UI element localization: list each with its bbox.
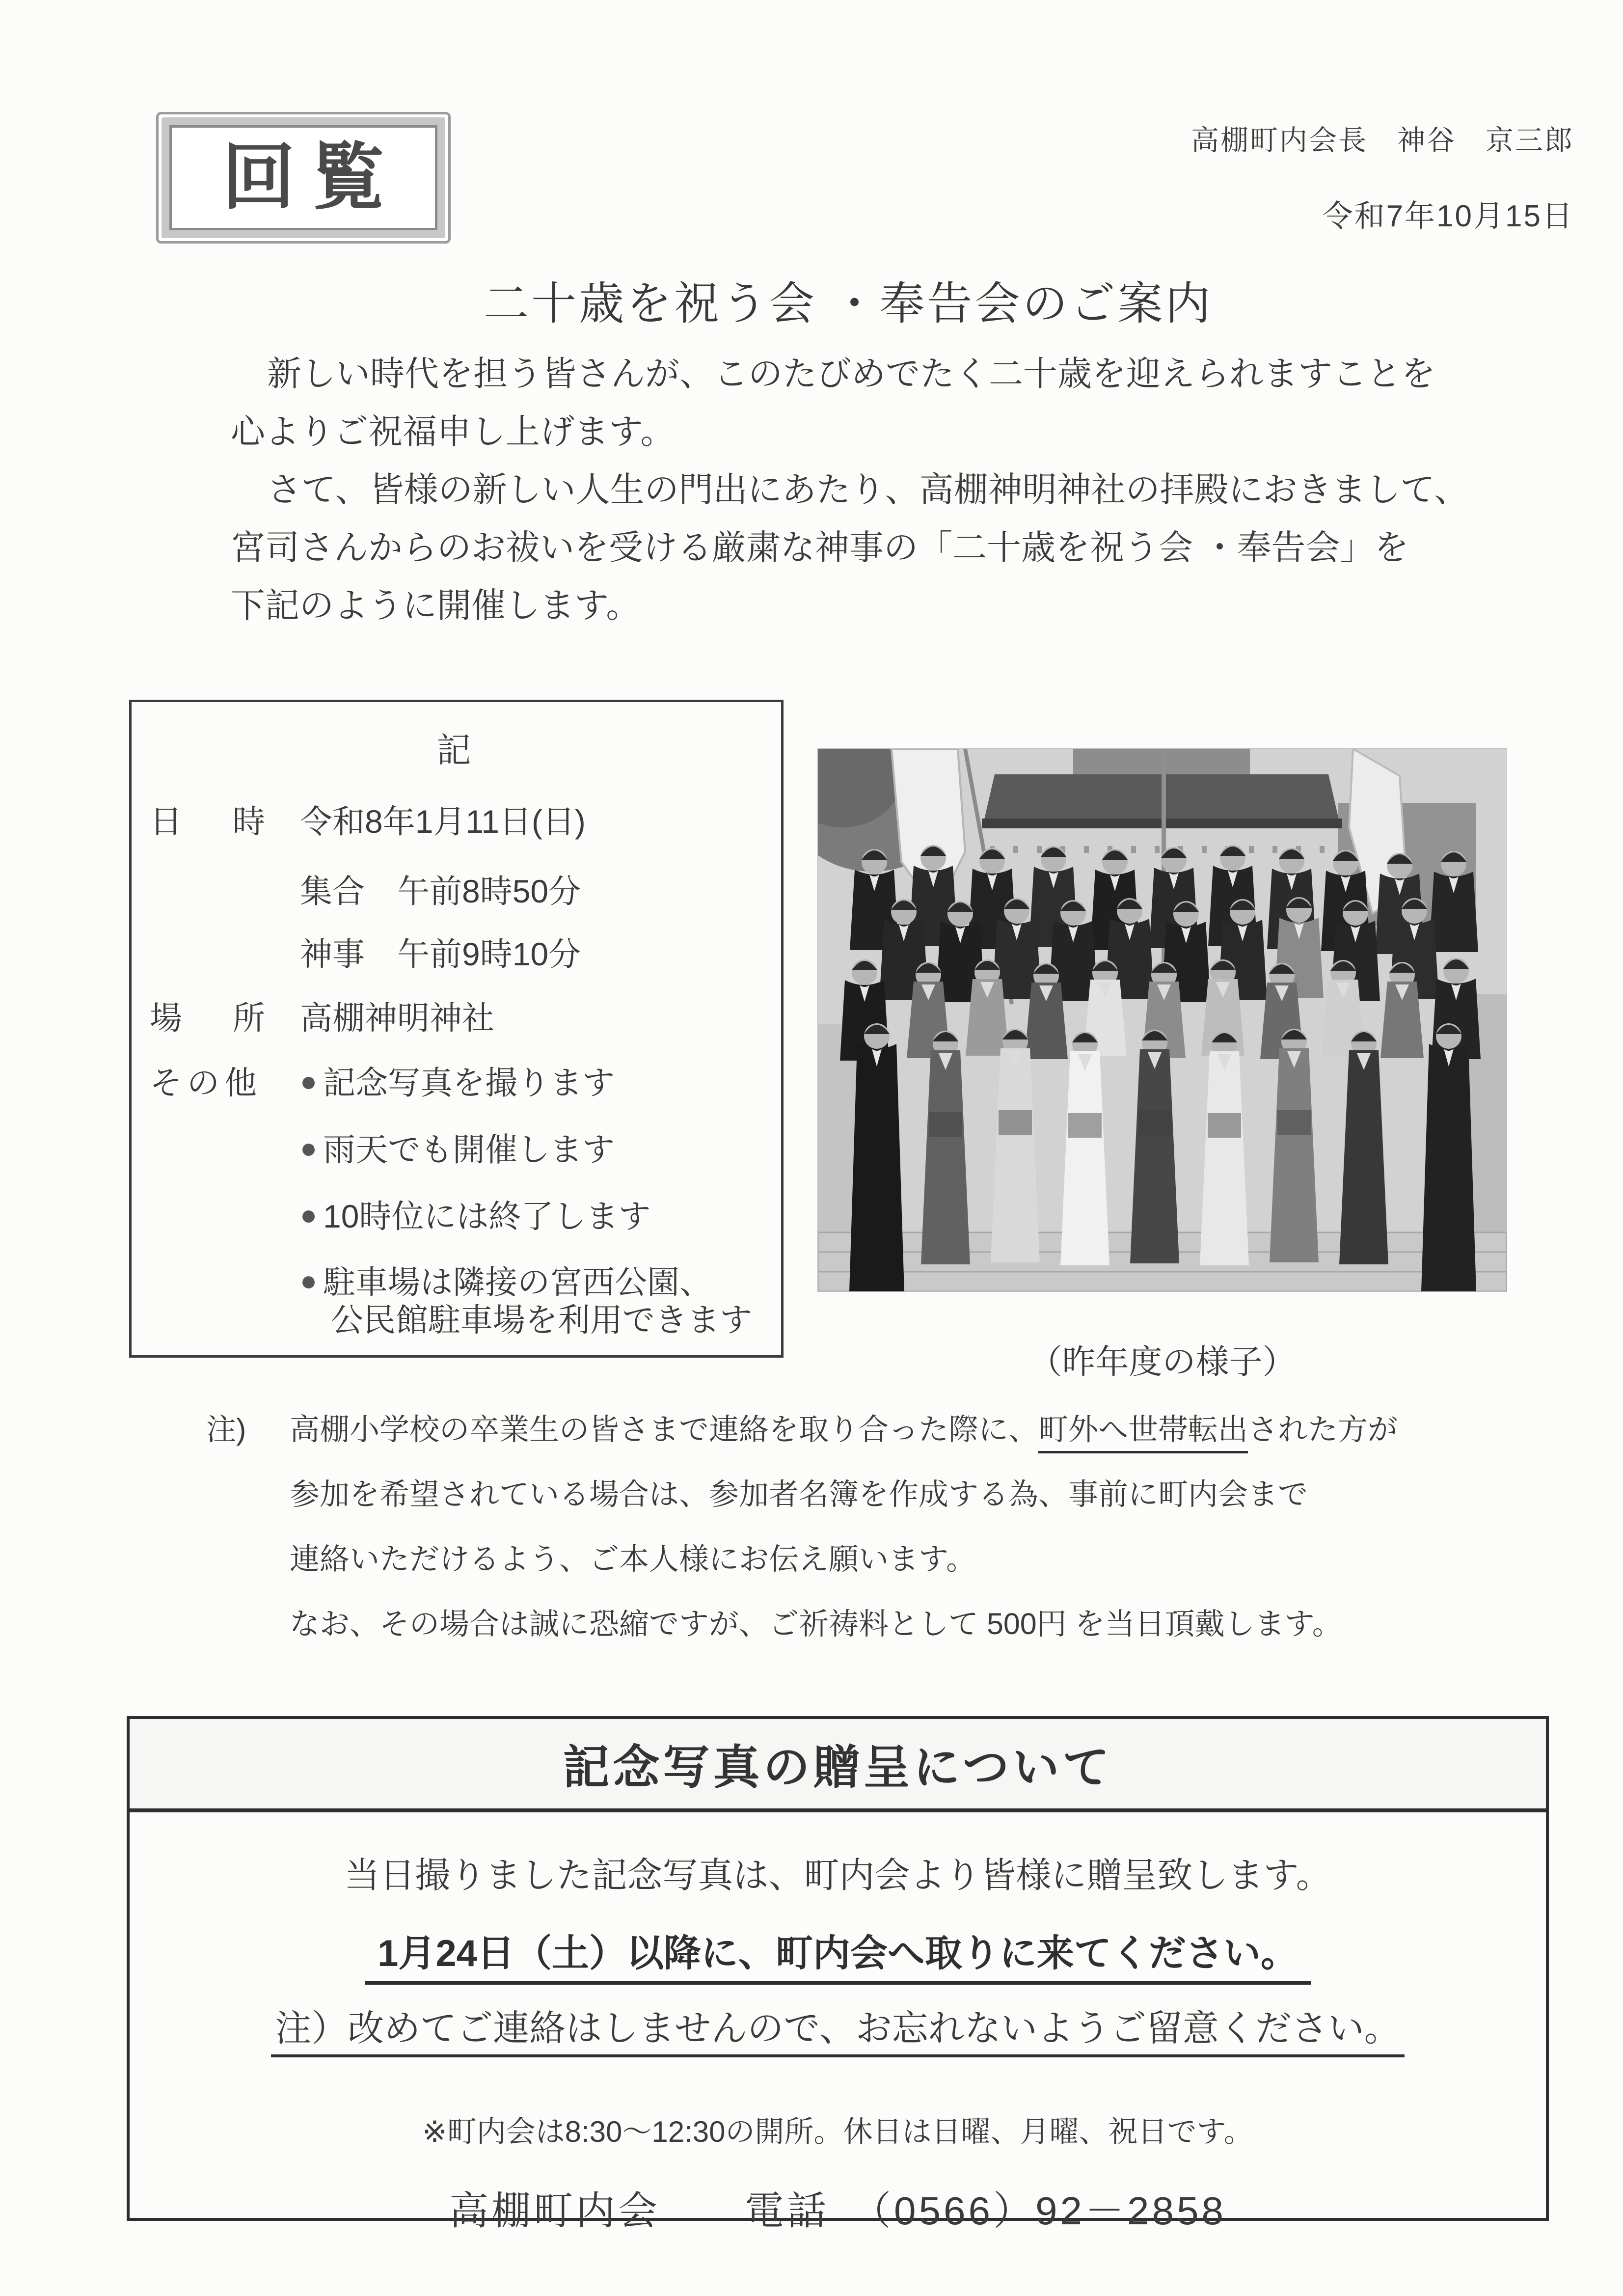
- photo-caption: （昨年度の様子）: [1028, 1343, 1296, 1381]
- contact-phone: 高棚町内会 電話 （0566）92－2858: [449, 2189, 1226, 2233]
- bullet-icon: ●: [300, 1265, 318, 1297]
- gift-box-title: 記念写真の贈呈について: [563, 1742, 1113, 1794]
- note-line: なお、その場合は誠に恐縮ですが、ご祈祷料として 500円 を当日頂戴します。: [290, 1607, 1342, 1640]
- row-label: その他: [150, 1065, 262, 1101]
- bullet-icon: ●: [300, 1132, 318, 1164]
- label-char: 所: [233, 1000, 265, 1036]
- row-value: 令和8年1月11日(日): [300, 803, 586, 840]
- group-photo: [818, 749, 1507, 1291]
- intro-line: 新しい時代を担う皆さんが、このたびめでたく二十歳を迎えられますことを: [267, 355, 1435, 393]
- gift-line-caution-text: 注）改めてご連絡はしませんので、お忘れないようご留意ください。: [271, 2008, 1405, 2057]
- row-label: [150, 992, 265, 1039]
- gift-line-pickup-text: 1月24日（土）以降に、町内会へ取りに来てください。: [365, 1933, 1311, 1985]
- bullet-text-continuation: 公民館駐車場を利用できます: [331, 1302, 752, 1338]
- note-marker: 注): [206, 1413, 246, 1446]
- note-section: [206, 1397, 1398, 1656]
- intro-line: 下記のように開催します。: [231, 586, 641, 625]
- gift-box-body: [130, 1847, 1546, 2236]
- note-text: された方が: [1248, 1413, 1398, 1446]
- bullet-text: 10時位には終了します: [323, 1198, 651, 1234]
- bullet-icon: ●: [300, 1066, 318, 1097]
- details-heading: 記: [436, 731, 476, 769]
- label-char: 場: [150, 1000, 182, 1036]
- stamp-label: 回覧: [222, 137, 401, 218]
- intro-line: さて、皆様の新しい人生の門出にあたり、高棚神明神社の拝殿におきまして、: [267, 470, 1469, 509]
- note-line: [206, 1397, 1398, 1462]
- label-char: 時: [233, 803, 265, 840]
- intro-paragraphs: [231, 345, 1468, 634]
- group-photo-illustration: [818, 749, 1507, 1291]
- intro-line: 宮司さんからのお祓いを受ける厳粛な神事の「二十歳を祝う会 ・奉告会」を: [231, 528, 1409, 567]
- photo-gift-box: [127, 1716, 1549, 2233]
- bullet-icon: ●: [300, 1199, 318, 1231]
- sender-block: [1191, 118, 1574, 235]
- note-text: 高棚小学校の卒業生の皆さまで連絡を取り合った際に、: [290, 1413, 1039, 1446]
- row-label: [150, 795, 265, 842]
- gift-box-title-band: [130, 1719, 1546, 1812]
- label-char: 日: [150, 803, 182, 840]
- gift-line-hours: ※町内会は8:30～12:30の開所。休日は日曜、月曜、祝日です。: [422, 2115, 1253, 2148]
- bullet-item: [300, 1190, 650, 1237]
- note-underlined-text: 町外へ世帯転出: [1038, 1413, 1248, 1453]
- bullet-text: 駐車場は隣接の宮西公園、: [323, 1264, 712, 1300]
- event-details-box: [129, 700, 784, 1358]
- row-value: 神事 午前9時10分: [300, 936, 581, 972]
- note-line: 連絡いただけるよう、ご本人様にお伝え願います。: [290, 1542, 976, 1576]
- note-line: 参加を希望されている場合は、参加者名簿を作成する為、事前に町内会まで: [290, 1477, 1308, 1511]
- row-value: 集合 午前8時50分: [300, 873, 581, 909]
- intro-line: 心よりご祝福申し上げます。: [231, 412, 675, 451]
- row-value: 高棚神明神社: [300, 1000, 494, 1036]
- kairan-stamp: [156, 112, 451, 244]
- bullet-text: 記念写真を撮ります: [323, 1065, 615, 1101]
- gift-line-pickup: [130, 1923, 1546, 1977]
- stamp-inner-frame: [169, 125, 437, 230]
- bullet-item: [300, 1123, 615, 1170]
- gift-line: 当日撮りました記念写真は、町内会より皆様に贈呈致します。: [344, 1856, 1331, 1895]
- sender-name: 高棚町内会長 神谷 京三郎: [1191, 125, 1574, 156]
- stamp-border-band: [162, 117, 445, 238]
- gift-line-caution: [130, 1999, 1546, 2051]
- bullet-item: [300, 1057, 615, 1103]
- issue-date: 令和7年10月15日: [1322, 199, 1574, 233]
- page-title: 二十歳を祝う会 ・奉告会のご案内: [484, 279, 1213, 329]
- bullet-text: 雨天でも開催します: [323, 1131, 615, 1168]
